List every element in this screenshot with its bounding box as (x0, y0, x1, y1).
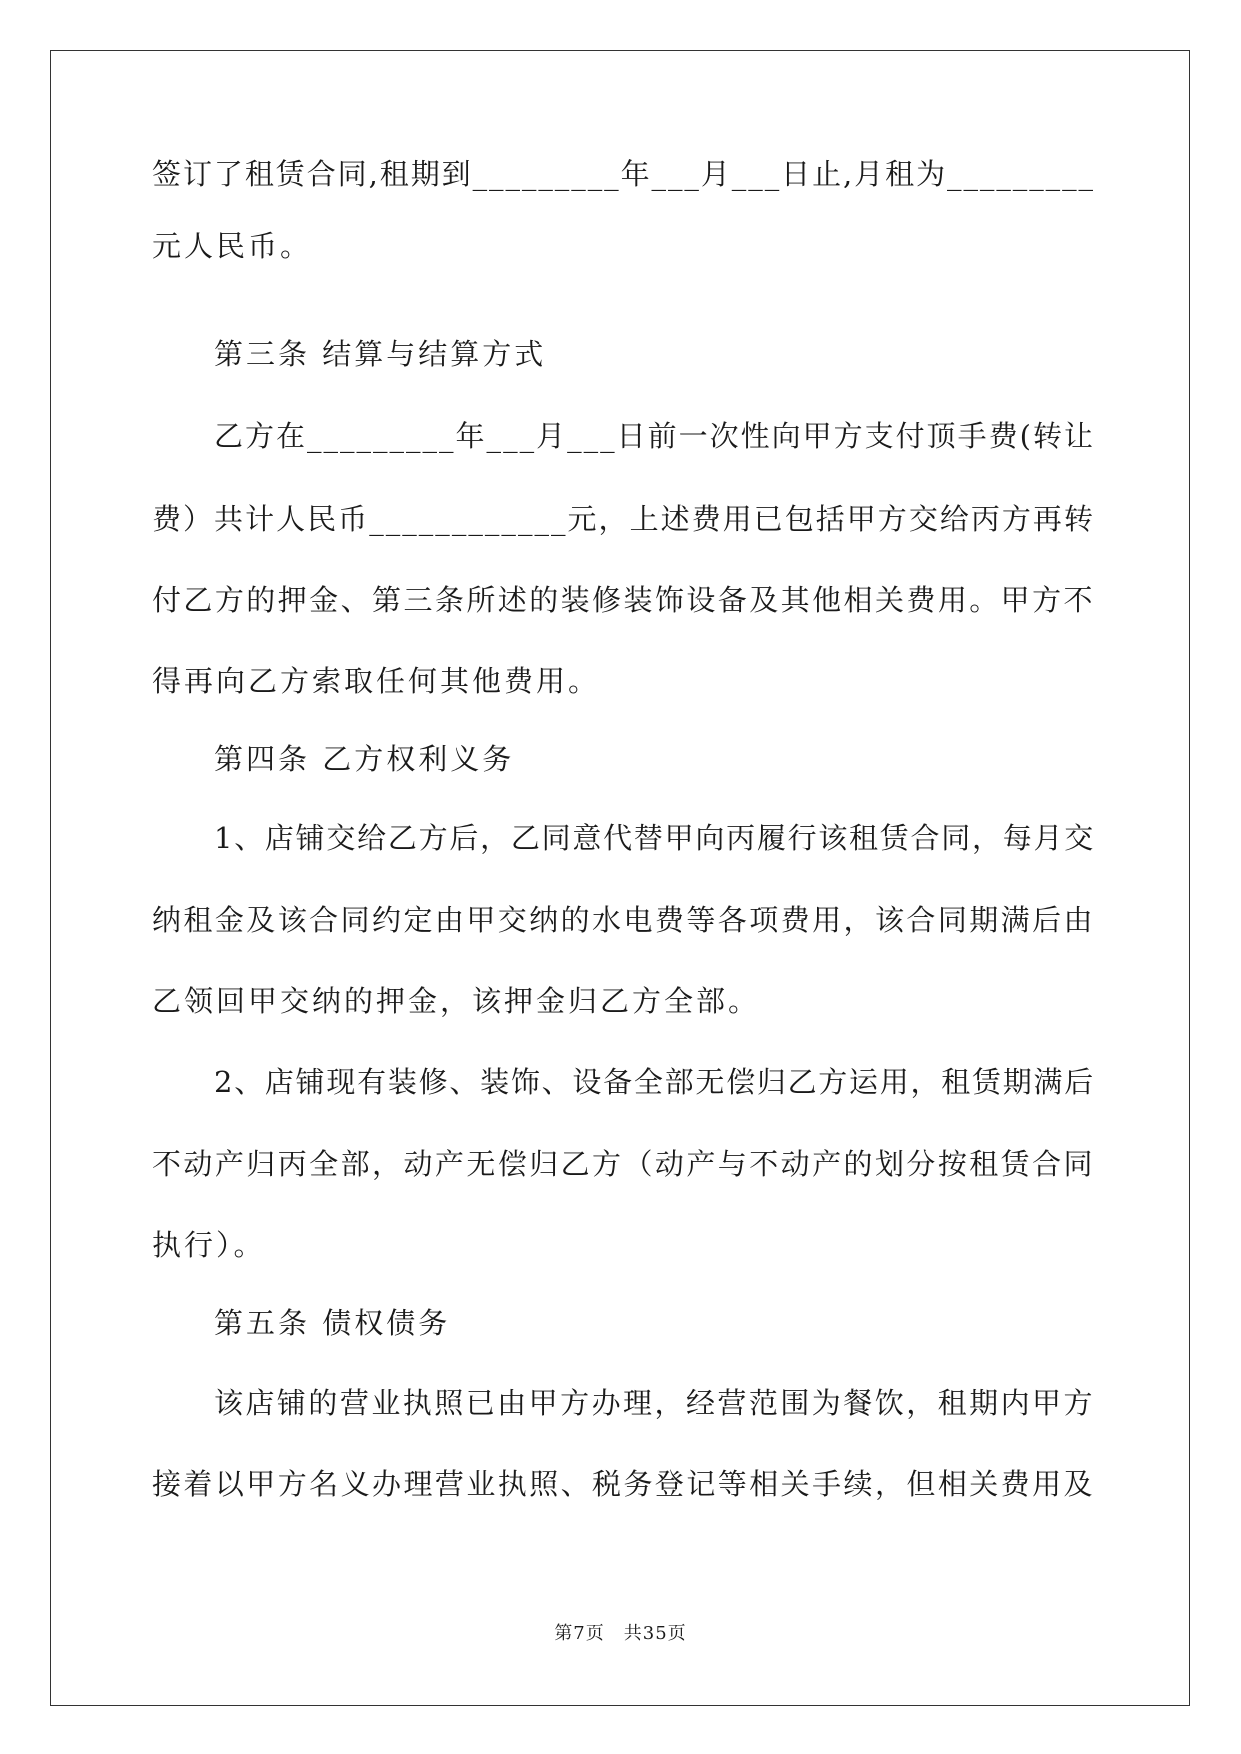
page-number-footer (0, 1619, 1241, 1645)
page-border (50, 50, 1190, 1706)
page-label: 第7页 共35页 (554, 1623, 687, 1644)
